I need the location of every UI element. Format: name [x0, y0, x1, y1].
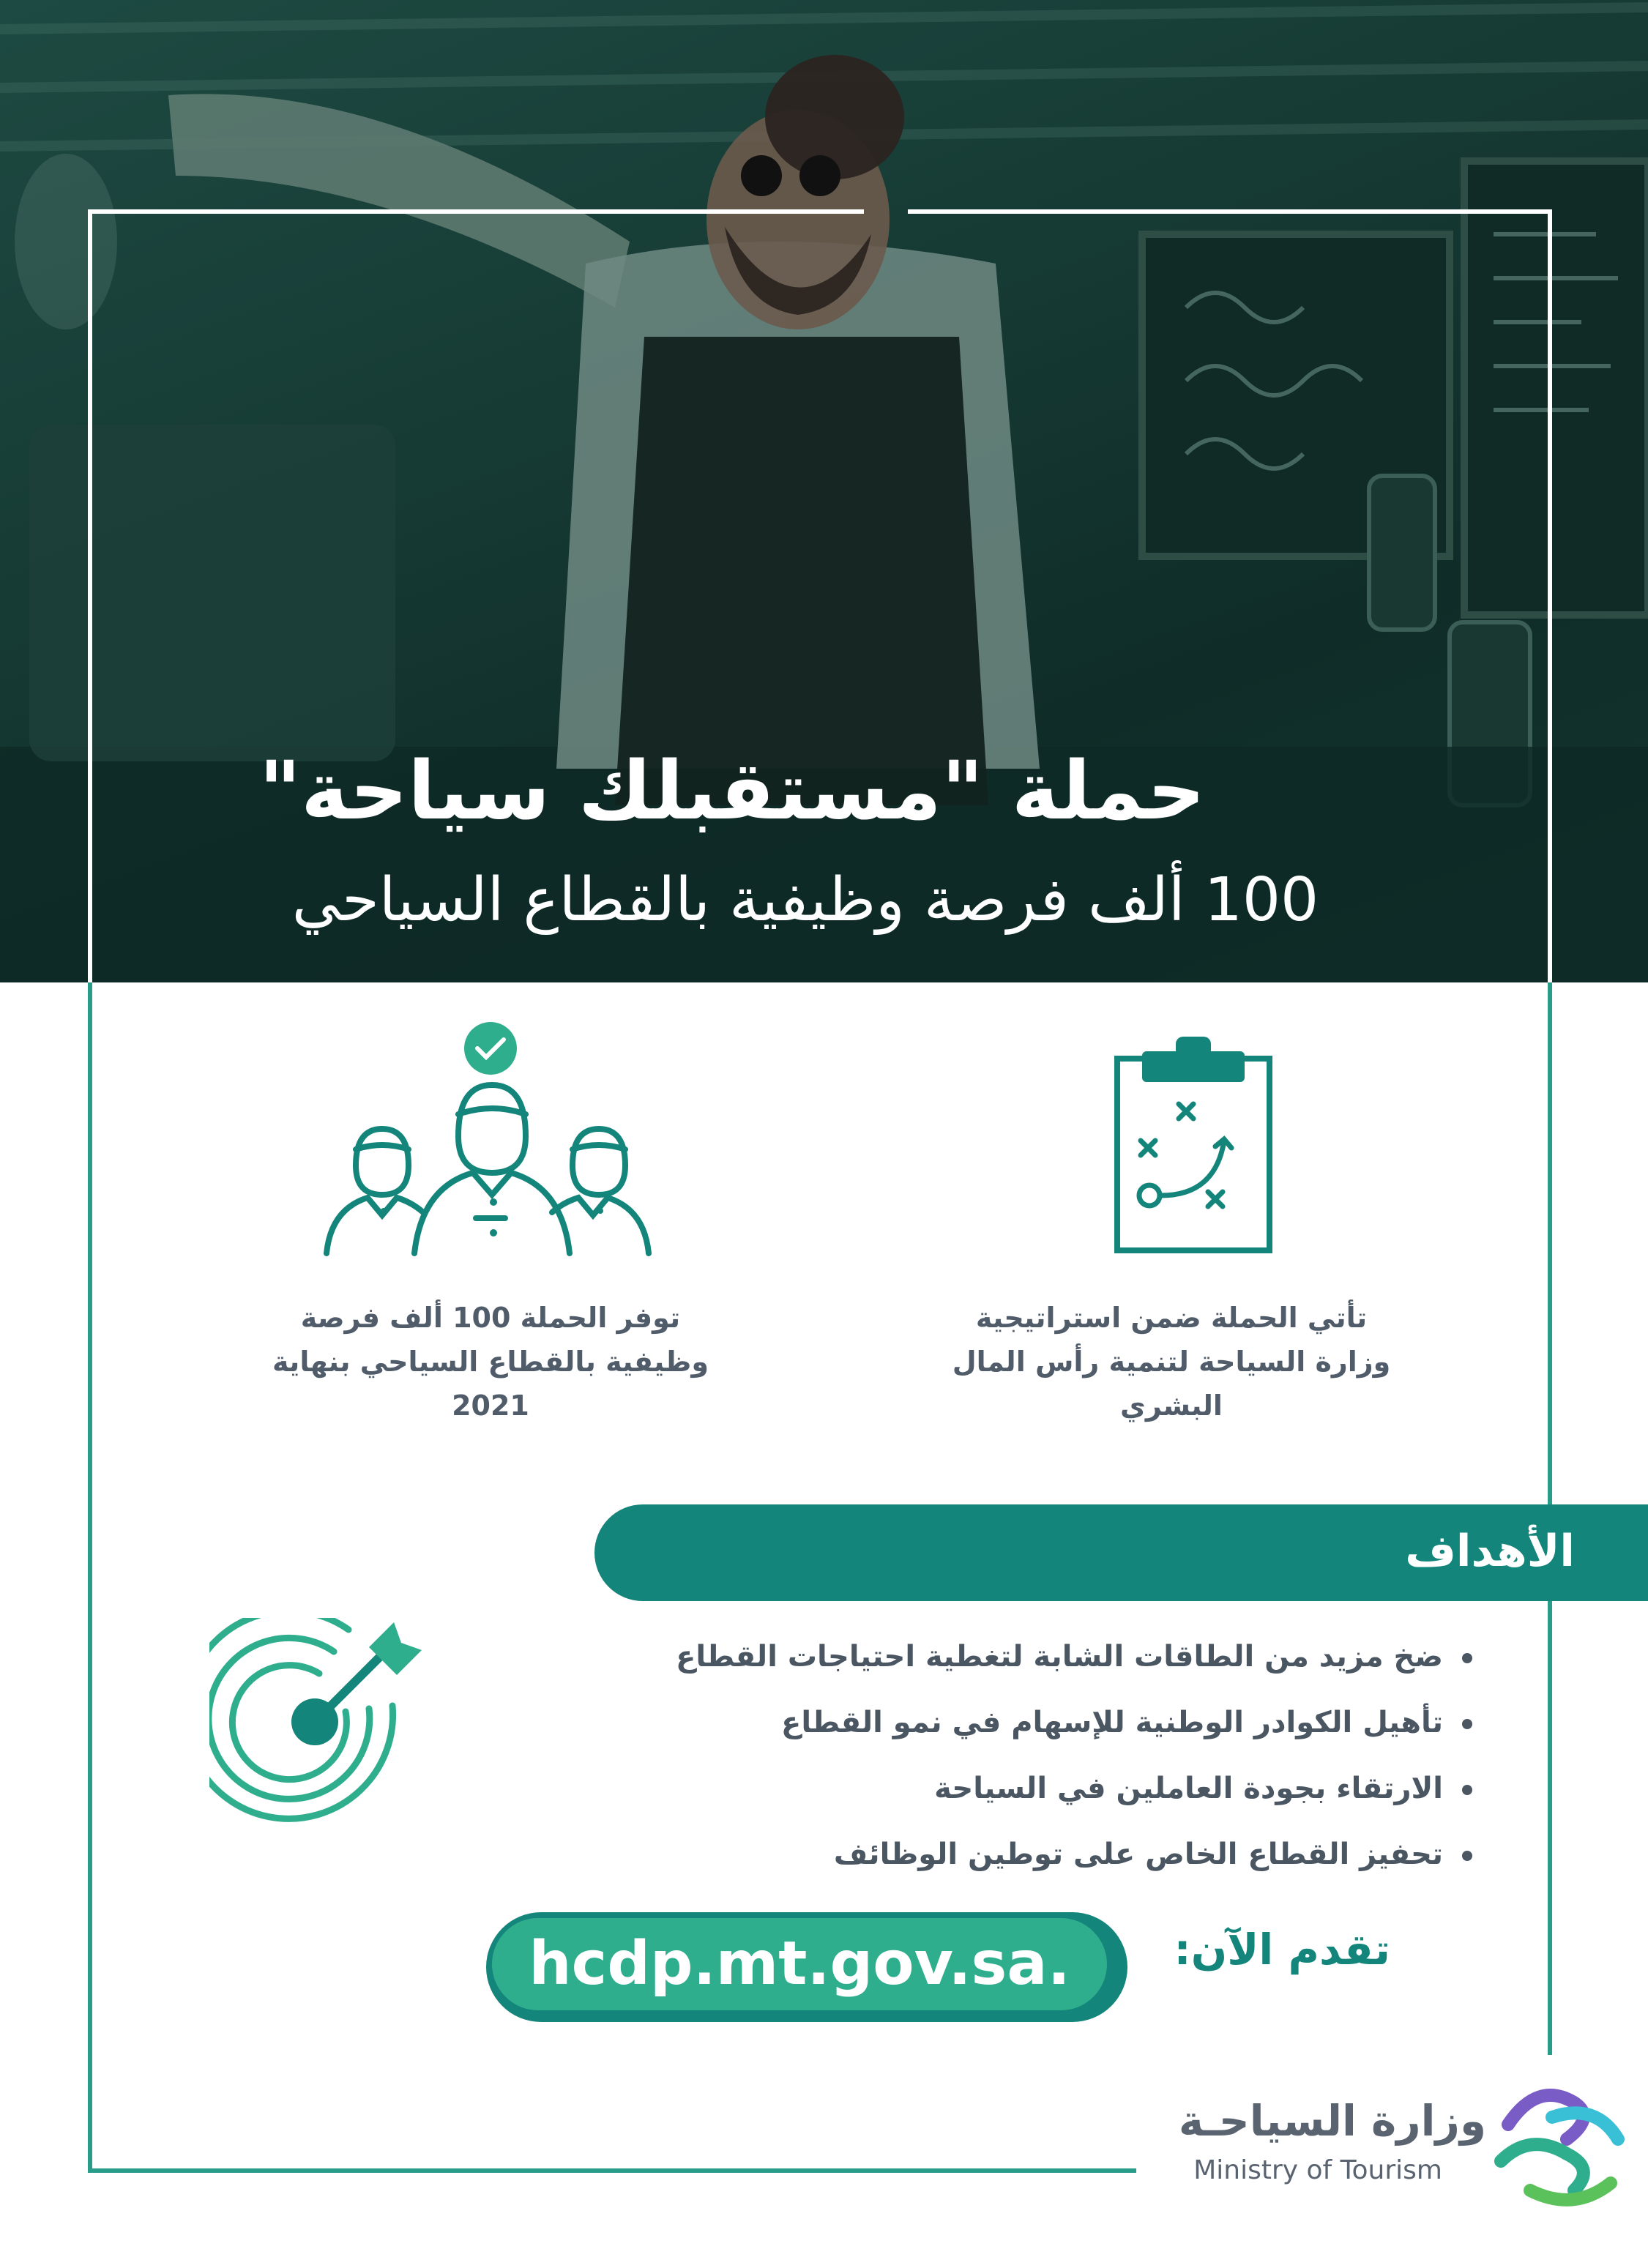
- goal-item: ضخ مزيد من الطاقات الشابة لتغطية احتياجات القطاع: [676, 1624, 1472, 1690]
- goal-item: تحفيز القطاع الخاص على توطين الوظائف: [676, 1821, 1472, 1887]
- menu-board-right: [1464, 161, 1648, 615]
- feature-jobs-text: توفر الحملة 100 ألف فرصة وظيفية بالقطاع السياحي بنهاية 2021: [272, 1302, 709, 1422]
- target-arrow-icon: [209, 1618, 444, 1823]
- apply-label: تقدم الآن:: [1174, 1925, 1390, 1974]
- campaign-title: حملة "مستقبلك سياحة": [258, 744, 1206, 838]
- goal-item: الارتقاء بجودة العاملين في السياحة: [676, 1756, 1472, 1821]
- hero-banner: [0, 0, 1648, 982]
- apply-url-text[interactable]: hcdp.mt.gov.sa.: [492, 1918, 1107, 2010]
- team-check-icon: [319, 1019, 656, 1261]
- frame-top-right: [908, 209, 1552, 214]
- feature-strategy-text: تأتي الحملة ضمن استراتيجية وزارة السياحة لتنمية رأس المال البشري: [952, 1302, 1391, 1422]
- ministry-of-tourism-logo-icon: [1486, 2073, 1633, 2220]
- campaign-subtitle: 100 ألف فرصة وظيفية بالقطاع السياحي: [291, 865, 1319, 935]
- frame-bottom: [88, 2168, 1136, 2173]
- goals-header: [594, 1504, 1648, 1601]
- frame-left-hero: [88, 209, 92, 982]
- frame-right-hero: [1548, 209, 1552, 982]
- goals-list: [676, 1624, 1472, 1887]
- ministry-name-arabic: وزارة السياحـة: [1178, 2096, 1486, 2146]
- frame-top-left: [88, 209, 864, 214]
- clipboard-strategy-icon: [1105, 1031, 1281, 1258]
- apply-url-button[interactable]: [486, 1912, 1127, 2022]
- ministry-name-english: Ministry of Tourism: [1193, 2155, 1442, 2185]
- frame-right-lower: [1548, 1601, 1552, 2055]
- goals-title: الأهداف: [1405, 1526, 1575, 1577]
- frame-right-upper: [1548, 982, 1552, 1504]
- frame-left: [88, 982, 92, 2173]
- goal-item: تأهيل الكوادر الوطنية للإسهام في نمو القطاع: [676, 1690, 1472, 1756]
